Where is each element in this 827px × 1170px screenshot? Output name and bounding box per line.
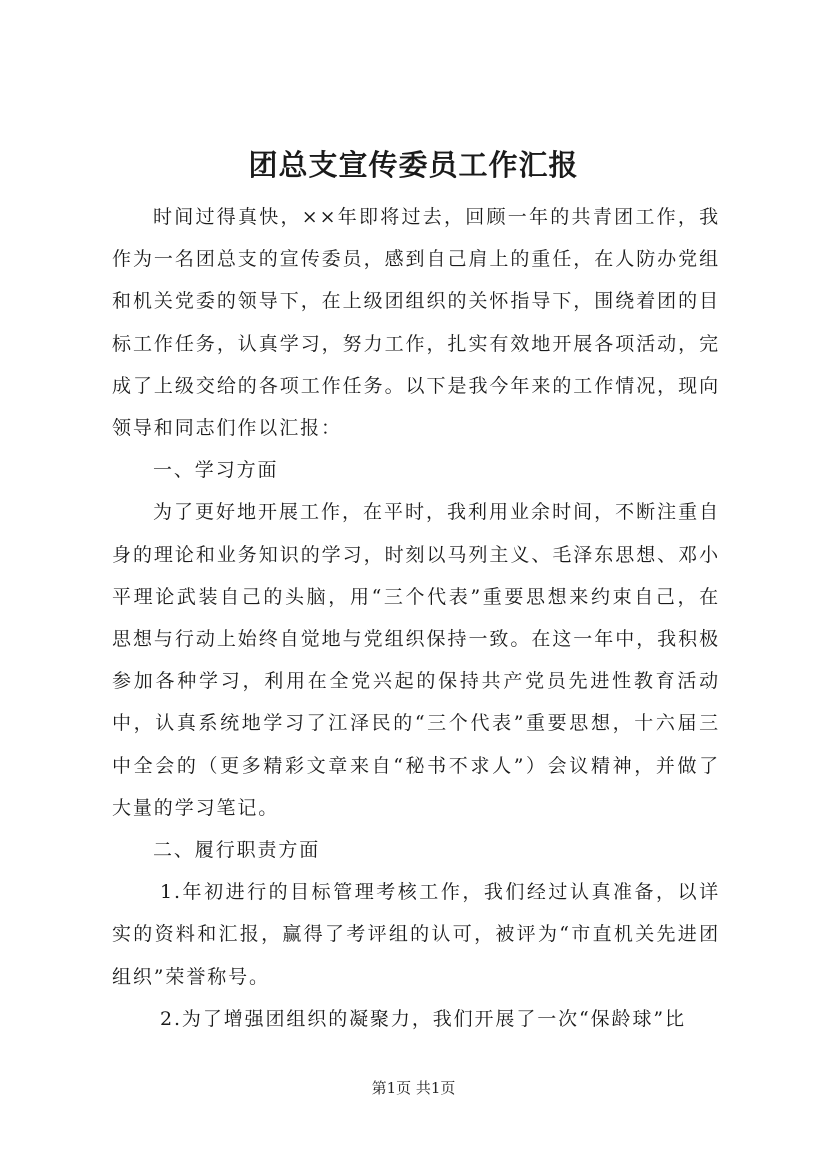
page-number-footer: 第1页 共1页 <box>371 1079 456 1097</box>
duty-item-2: 2.为了增强团组织的凝聚力，我们开展了一次“保龄球”比 <box>160 1007 686 1030</box>
document-title: 团总支宣传委员工作汇报 <box>248 148 579 182</box>
section-heading-duties: 二、履行职责方面 <box>153 839 321 862</box>
intro-paragraph: 时间过得真快，××年即将过去，回顾一年的共青团工作，我作为一名团总支的宣传委员，感到自己肩上的重任，在人防办党组和机关党委的领导下，在上级团组织的关怀指导下，围绕着团的目标工作任务，认真学习，努力工作，扎实有效地开展各项活动，完成了上级交给的各项工作任务。以下是我今年来的工作情况，现向领导和同志们作以汇报： <box>112 206 720 440</box>
document-body <box>112 196 720 1040</box>
duty-item-1: 1.年初进行的目标管理考核工作，我们经过认真准备，以详实的资料和汇报，赢得了考评组的认可，被评为“市直机关先进团组织”荣誉称号。 <box>112 881 720 988</box>
study-paragraph: 为了更好地开展工作，在平时，我利用业余时间，不断注重自身的理论和业务知识的学习，时刻以马列主义、毛泽东思想、邓小平理论武装自己的头脑，用“三个代表”重要思想来约束自己，在思想与行动上始终自觉地与党组织保持一致。在这一年中，我积极参加各种学习，利用在全党兴起的保持共产党员先进性教育活动中，认真系统地学习了江泽民的“三个代表”重要思想，十六届三中全会的（更多精彩文章来自“秘书不求人”）会议精神，并做了大量的学习笔记。 <box>112 501 720 819</box>
section-heading-study: 一、学习方面 <box>153 459 279 482</box>
